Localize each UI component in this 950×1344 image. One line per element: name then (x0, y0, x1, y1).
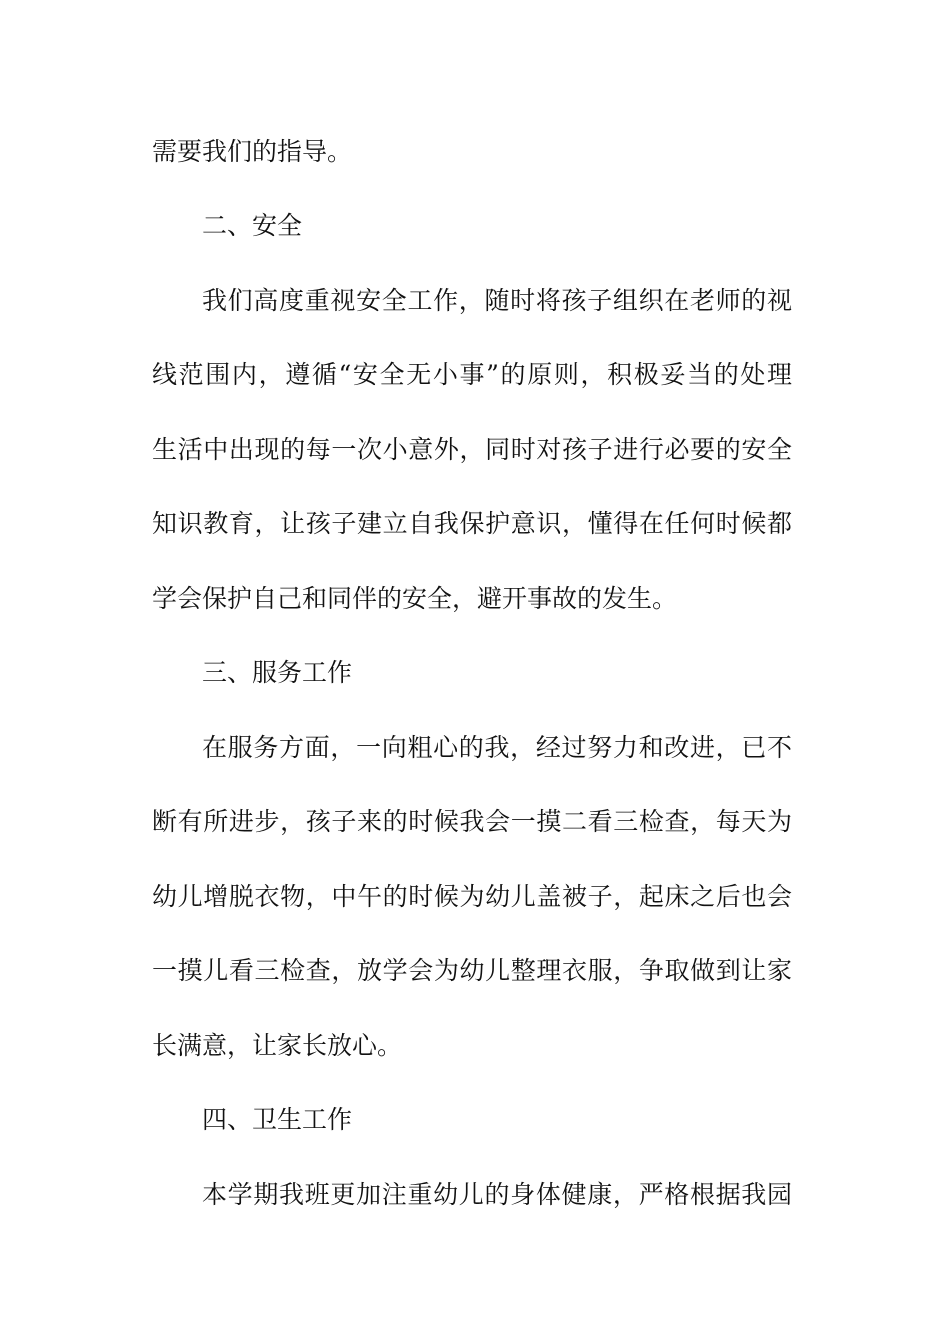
paragraph-line: 学会保护自己和同伴的安全，避开事故的发生。 (152, 584, 678, 613)
section-heading-hygiene: 四、卫生工作 (202, 1105, 353, 1134)
paragraph-line: 需要我们的指导。 (152, 137, 353, 166)
paragraph-line: 断有所进步，孩子来的时候我会一摸二看三检查，每天为 (152, 807, 792, 836)
paragraph-line: 长满意，让家长放心。 (152, 1031, 403, 1060)
paragraph-line: 生活中出现的每一次小意外，同时对孩子进行必要的安全 (152, 435, 792, 464)
paragraph-line: 幼儿增脱衣物，中午的时候为幼儿盖被子，起床之后也会 (152, 882, 792, 911)
paragraph-line: 线范围内，遵循“安全无小事”的原则，积极妥当的处理 (152, 360, 792, 389)
paragraph-line: 在服务方面，一向粗心的我，经过努力和改进，已不 (202, 733, 792, 762)
paragraph-line: 我们高度重视安全工作，随时将孩子组织在老师的视 (202, 286, 792, 315)
section-heading-service: 三、服务工作 (202, 658, 353, 687)
paragraph-line: 一摸儿看三检查，放学会为幼儿整理衣服，争取做到让家 (152, 956, 792, 985)
paragraph-line: 知识教育，让孩子建立自我保护意识，懂得在任何时候都 (152, 509, 792, 538)
paragraph-line: 本学期我班更加注重幼儿的身体健康，严格根据我园 (202, 1180, 792, 1209)
section-heading-safety: 二、安全 (202, 211, 303, 240)
